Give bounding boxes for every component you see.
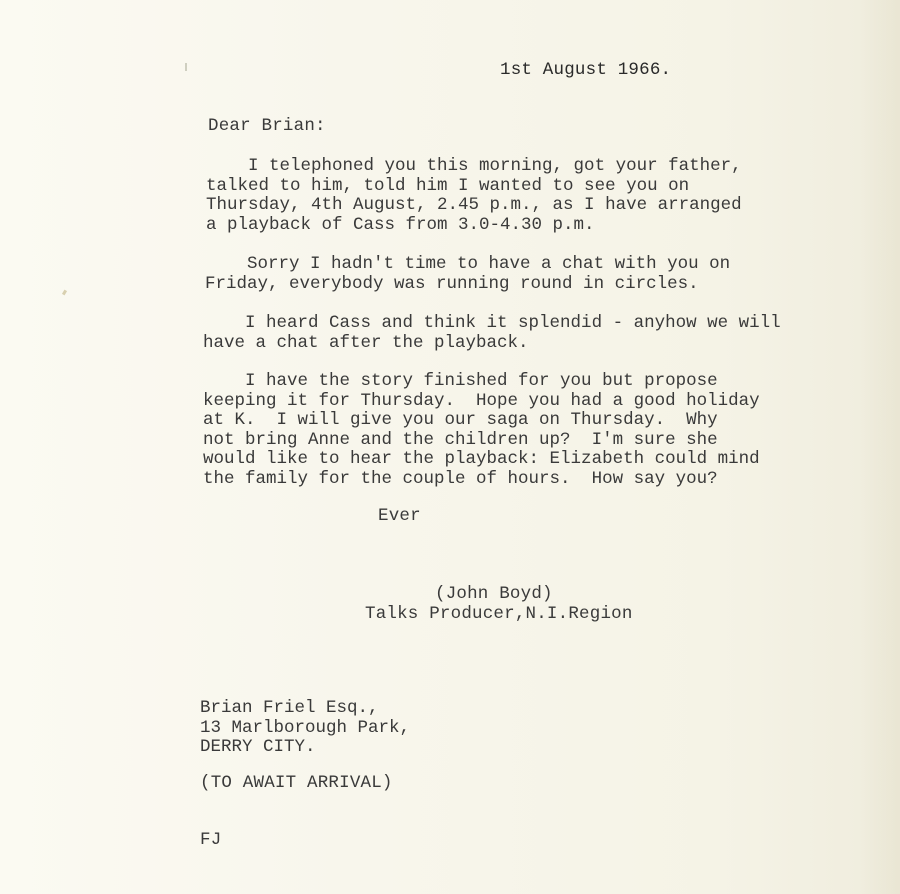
paper-mark — [62, 290, 67, 296]
paragraph-1: I telephoned you this morning, got your father, talked to him, told him I wanted to see you on Thursday, 4th August, 2.45 p.m., as I have arranged a playback of Cass from 3.0-4.30 p.m. — [206, 156, 742, 235]
typist-initials: FJ — [200, 830, 222, 850]
paragraph-2: Sorry I hadn't time to have a chat with you on Friday, everybody was running round in circles. — [205, 254, 731, 294]
signature-name: (John Boyd) — [435, 584, 553, 604]
recipient-address: Brian Friel Esq., 13 Marlborough Park, DERRY CITY. — [200, 698, 411, 757]
signature-title: Talks Producer,N.I.Region — [365, 604, 633, 624]
salutation: Dear Brian: — [208, 116, 326, 136]
paragraph-3: I heard Cass and think it splendid - anyhow we will have a chat after the playback. — [203, 313, 781, 353]
paper-mark — [185, 63, 187, 71]
await-note: (TO AWAIT ARRIVAL) — [200, 773, 393, 793]
closing: Ever — [378, 506, 421, 526]
paragraph-4: I have the story finished for you but propose keeping it for Thursday. Hope you had a good holiday at K. I will give you our saga on Thursday. Why not bring Anne and the children up? I'm sure she would like to hear the playback: Elizabeth could mind the family for the couple of hours. How say you? — [203, 371, 760, 489]
letter-date: 1st August 1966. — [500, 60, 672, 80]
